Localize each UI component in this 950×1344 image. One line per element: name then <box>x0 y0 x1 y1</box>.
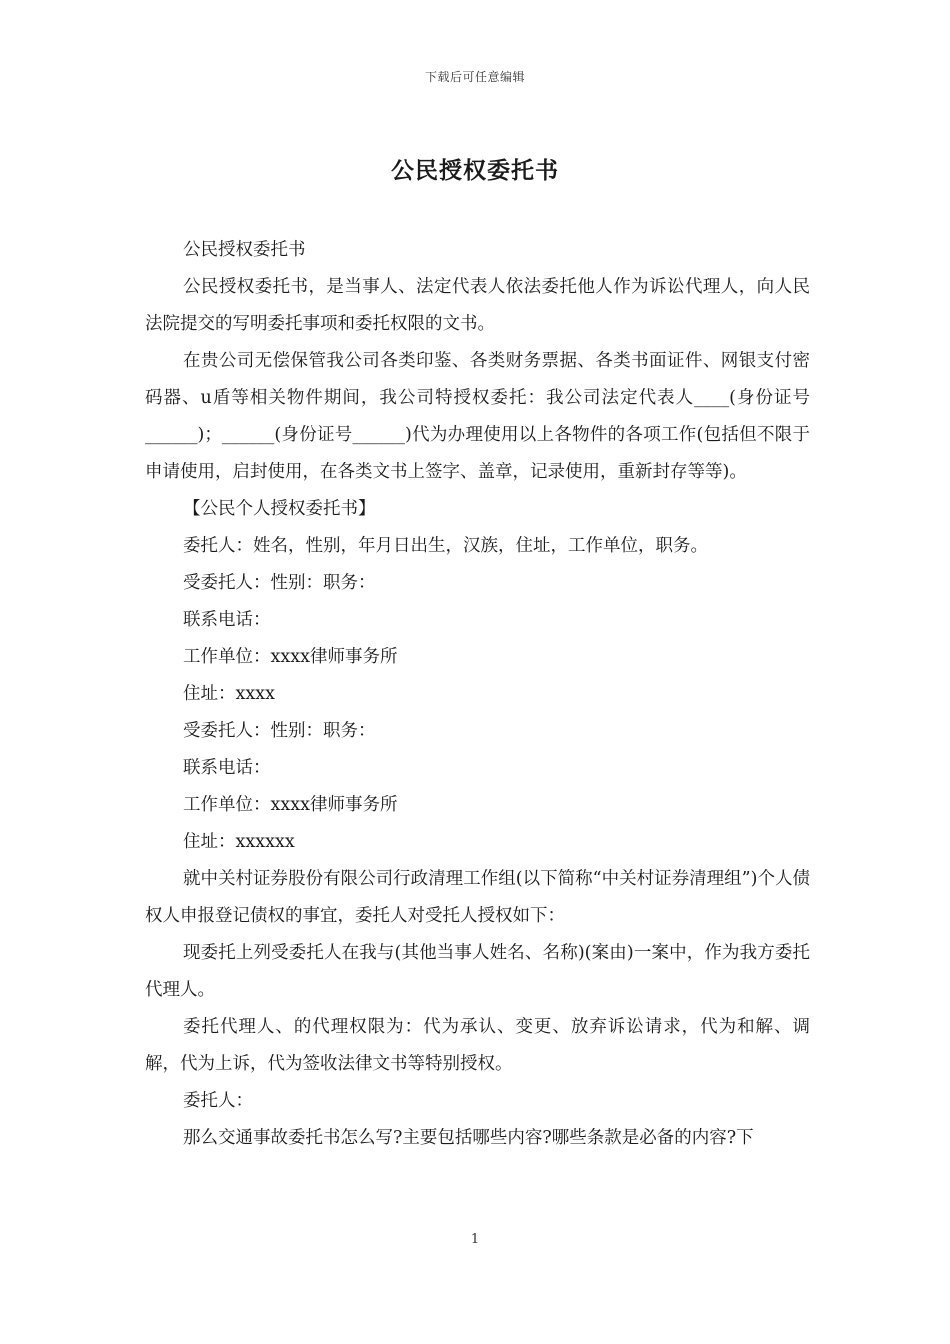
paragraph: 在贵公司无偿保管我公司各类印鉴、各类财务票据、各类书面证件、网银支付密码器、u盾等相关物件期间，我公司特授权委托：我公司法定代表人____(身份证号______)；______(身份证号______)代为办理使用以上各物件的各项工作(包括但不限于申请使用，启封使用，在各类文书上签字、盖章，记录使用，重新封存等等)。 <box>145 351 810 482</box>
paragraph: 公民授权委托书 <box>183 240 306 260</box>
paragraph: 委托人：姓名，性别，年月日出生，汉族，住址，工作单位，职务。 <box>183 536 708 556</box>
paragraph: 委托代理人、的代理权限为：代为承认、变更、放弃诉讼请求，代为和解、调解，代为上诉，代为签收法律文书等特别授权。 <box>145 1017 810 1074</box>
paragraph: 就中关村证券股份有限公司行政清理工作组(以下简称“中关村证券清理组”)个人债权人申报登记债权的事宜，委托人对受托人授权如下： <box>145 869 810 926</box>
paragraph: 【公民个人授权委托书】 <box>183 499 376 519</box>
document-title: 公民授权委托书 <box>391 158 559 184</box>
paragraph: 委托人： <box>183 1091 253 1111</box>
paragraph: 受委托人：性别：职务： <box>183 573 376 593</box>
paragraph: 工作单位：xxxx律师事务所 <box>183 647 398 667</box>
header-note: 下载后可任意编辑 <box>424 70 525 84</box>
paragraph: 工作单位：xxxx律师事务所 <box>183 795 398 815</box>
paragraph: 住址：xxxxxx <box>183 832 295 852</box>
paragraph: 那么交通事故委托书怎么写?主要包括哪些内容?哪些条款是必备的内容?下 <box>183 1128 754 1148</box>
paragraph: 联系电话： <box>183 758 271 778</box>
paragraph: 联系电话： <box>183 610 271 630</box>
paragraph: 受委托人：性别：职务： <box>183 721 376 741</box>
page-number: 1 <box>470 1232 480 1247</box>
paragraph: 公民授权委托书，是当事人、法定代表人依法委托他人作为诉讼代理人，向人民法院提交的写明委托事项和委托权限的文书。 <box>145 277 810 334</box>
document-body <box>145 232 810 1157</box>
paragraph: 住址：xxxx <box>183 684 275 704</box>
paragraph: 现委托上列受委托人在我与(其他当事人姓名、名称)(案由)一案中，作为我方委托代理人。 <box>145 943 810 1000</box>
